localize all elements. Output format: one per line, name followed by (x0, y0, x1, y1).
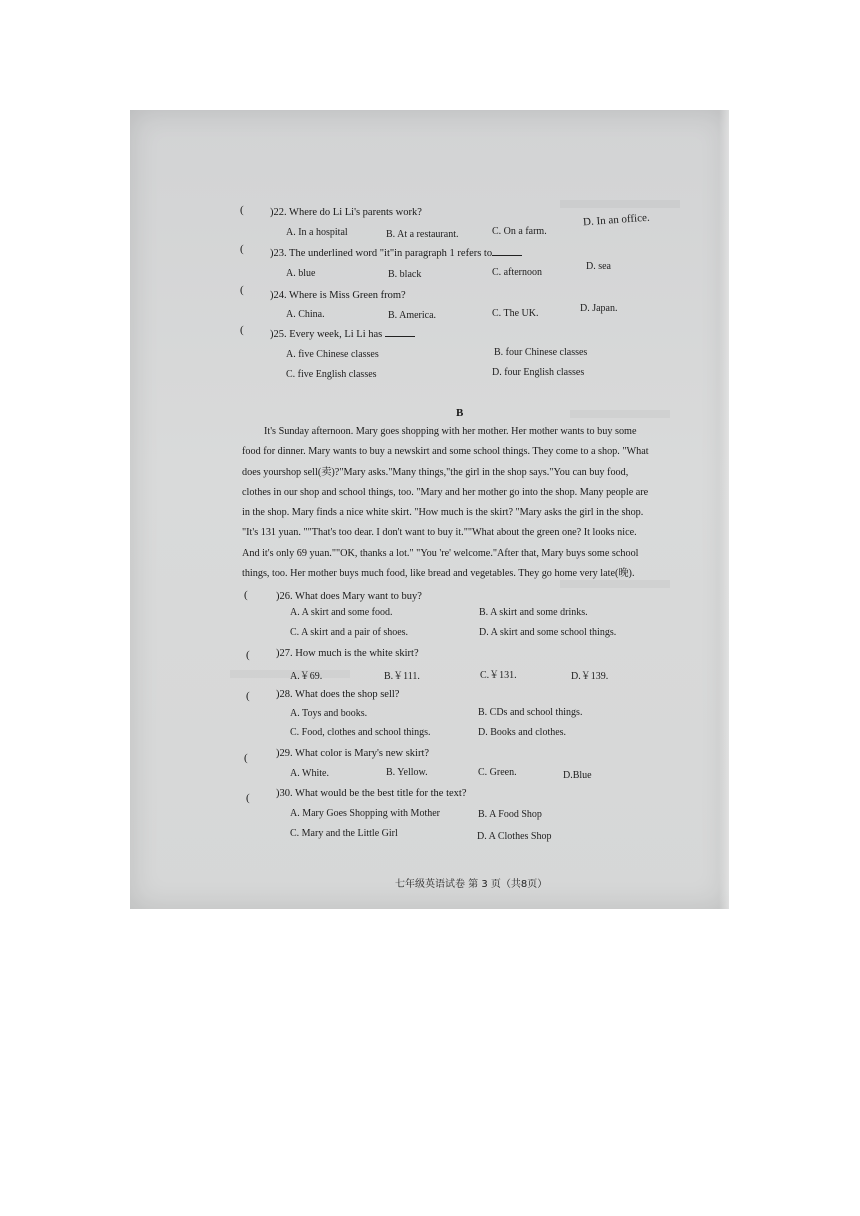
reading-passage (242, 422, 687, 584)
answer-paren-28: ( (246, 690, 250, 702)
q22-option-d: D. In an office. (582, 211, 651, 229)
q25-option-b: B. four Chinese classes (494, 347, 588, 358)
show-through-mark (570, 410, 670, 418)
page-edge-shadow (719, 110, 729, 909)
q27-option-d: D.￥139. (571, 671, 609, 682)
q24-option-c: C. The UK. (492, 308, 539, 319)
answer-paren-22: ( (240, 204, 244, 216)
q29-option-a: A. White. (290, 768, 329, 779)
q29-option-d: D.Blue (563, 770, 592, 781)
question-23-text: )23. The underlined word "it"in paragraph 1 refers to (270, 248, 493, 259)
answer-paren-29: ( (244, 752, 248, 764)
q26-option-b: B. A skirt and some drinks. (479, 607, 588, 618)
answer-blank (492, 255, 522, 256)
q30-option-b: B. A Food Shop (478, 809, 542, 820)
q29-option-b: B. Yellow. (386, 767, 428, 778)
question-24: )24. Where is Miss Green from? (270, 290, 406, 301)
passage-line: does yourshop sell(卖)?"Mary asks."Many things,"the girl in the shop says."You can buy food, (242, 466, 629, 478)
q29-option-c: C. Green. (478, 767, 517, 778)
passage-line: "It's 131 yuan. ""That's too dear. I don't want to buy it.""What about the green one? It looks nice. (242, 527, 637, 539)
answer-paren-23: ( (240, 243, 244, 255)
q24-option-d: D. Japan. (580, 303, 618, 314)
answer-paren-30: ( (246, 792, 250, 804)
q23-option-d: D. sea (586, 261, 611, 272)
q28-option-a: A. Toys and books. (290, 708, 368, 719)
answer-blank (385, 336, 415, 337)
show-through-mark (560, 200, 680, 208)
answer-paren-27: ( (246, 649, 250, 661)
q26-option-c: C. A skirt and a pair of shoes. (290, 627, 409, 638)
passage-line: And it's only 69 yuan.""OK, thanks a lot." "You 're' welcome."After that, Mary buys some school (242, 547, 639, 559)
question-25 (270, 329, 415, 340)
q28-option-d: D. Books and clothes. (478, 727, 567, 738)
question-25-text: )25. Every week, Li Li has (270, 329, 383, 340)
q27-option-c: C.￥131. (480, 670, 517, 681)
q27-option-b: B.￥111. (384, 671, 420, 682)
q27-option-a: A.￥69. (290, 671, 323, 682)
question-22: )22. Where do Li Li's parents work? (270, 207, 422, 218)
page-footer: 七年级英语试卷 第 3 页（共8页） (395, 879, 548, 890)
question-23 (270, 248, 522, 259)
q23-option-a: A. blue (286, 268, 316, 279)
question-29: )29. What color is Mary's new skirt? (276, 748, 430, 759)
answer-paren-24: ( (240, 284, 244, 296)
q24-option-b: B. America. (388, 310, 437, 321)
q30-option-d: D. A Clothes Shop (477, 831, 552, 842)
question-26: )26. What does Mary want to buy? (276, 591, 422, 602)
q22-option-a: A. In a hospital (286, 227, 348, 238)
passage-line: food for dinner. Mary wants to buy a newskirt and some school things. They come to a shop. "What (242, 446, 649, 458)
q25-option-c: C. five English classes (286, 369, 377, 380)
q22-option-c: C. On a farm. (492, 226, 547, 237)
q30-option-a: A. Mary Goes Shopping with Mother (290, 808, 440, 819)
passage-line: It's Sunday afternoon. Mary goes shopping with her mother. Her mother wants to buy some (264, 426, 637, 437)
answer-paren-25: ( (240, 324, 244, 336)
answer-paren-26: ( (244, 589, 248, 601)
q30-option-c: C. Mary and the Little Girl (290, 828, 398, 839)
passage-line: clothes in our shop and school things, too. "Mary and her mother go into the shop. Many people are (242, 486, 649, 498)
question-27: )27. How much is the white skirt? (276, 648, 419, 659)
q23-option-c: C. afternoon (492, 267, 542, 278)
q25-option-d: D. four English classes (492, 367, 585, 378)
question-30: )30. What would be the best title for the text? (276, 788, 467, 799)
section-b-heading: B (456, 407, 464, 419)
q28-option-b: B. CDs and school things. (478, 707, 583, 718)
q22-option-b: B. At a restaurant. (386, 229, 459, 240)
passage-line: in the shop. Mary finds a nice white skirt. "How much is the skirt? "Mary asks the girl in the shop. (242, 507, 644, 519)
question-28: )28. What does the shop sell? (276, 689, 400, 700)
q26-option-d: D. A skirt and some school things. (479, 627, 617, 638)
q25-option-a: A. five Chinese classes (286, 349, 379, 360)
q24-option-a: A. China. (286, 309, 325, 320)
exam-page-photo (130, 110, 729, 909)
q23-option-b: B. black (388, 269, 422, 280)
q28-option-c: C. Food, clothes and school things. (290, 727, 431, 738)
q26-option-a: A. A skirt and some food. (290, 607, 393, 618)
passage-line: things, too. Her mother buys much food, like bread and vegetables. They go home very late(晚). (242, 568, 635, 580)
